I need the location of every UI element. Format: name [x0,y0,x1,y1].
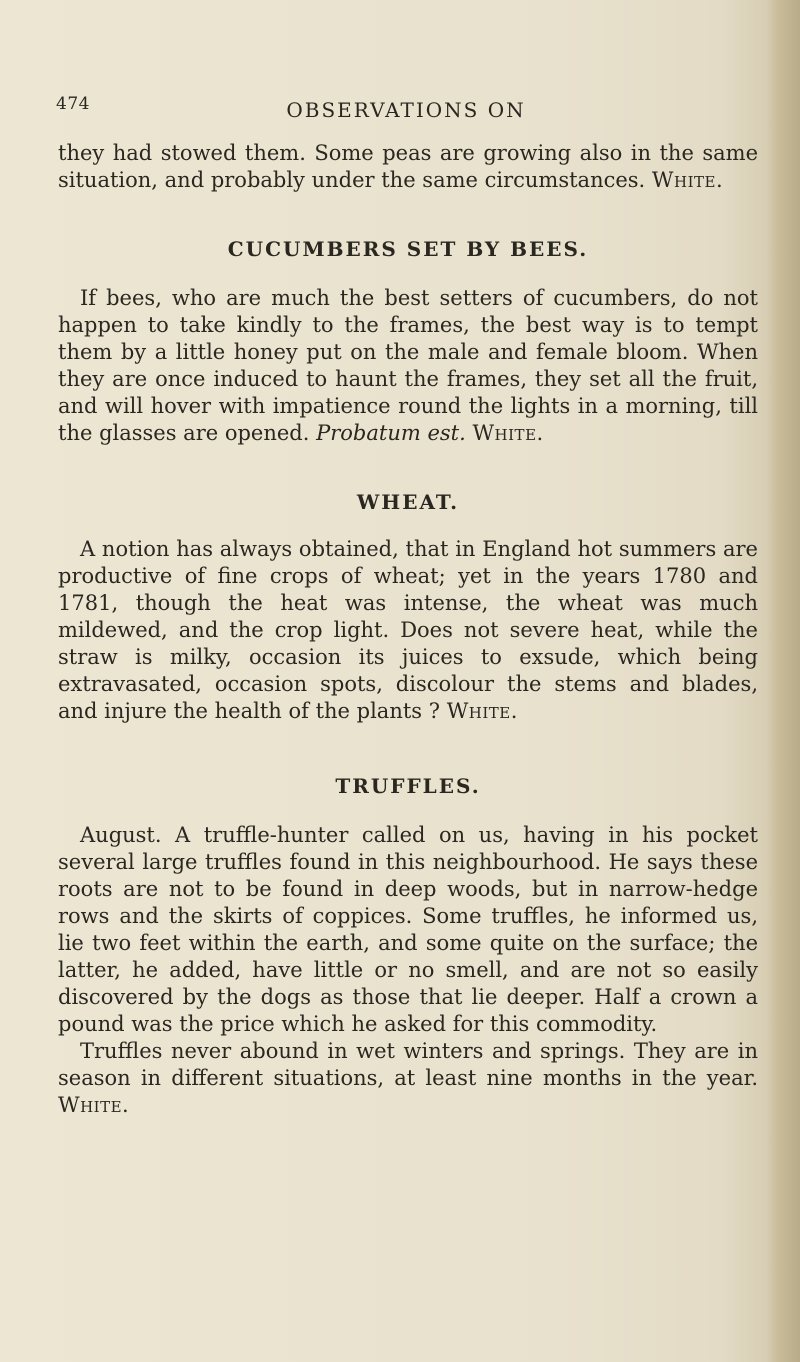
paragraph-text: If bees, who are much the best setters of cucumbers, do not happen to take kindly to the frames, the best way is to tempt them by a little honey put on the male and female bloom. When they are once induced to haunt the frames, they set all the fruit, and will hover with impatience round the lights in a morning, till the glasses are opened. [58,286,758,445]
running-title: OBSERVATIONS ON [286,98,526,122]
author-signature: White. [58,1093,130,1117]
author-signature: White. [472,421,544,445]
page-body [58,140,758,1119]
page-number: 474 [56,94,90,114]
section-heading-cucumbers: CUCUMBERS SET BY BEES. [227,237,589,261]
page-edge-shadow [766,0,800,1362]
author-signature: White. [651,168,724,192]
paragraph-cucumbers [58,285,758,447]
italic-phrase: Probatum est. [316,421,466,445]
paragraph-text: August. A truffle-hunter called on us, having in his pocket several large truffles found in this neighbourhood. He says these roots are not to be found in deep woods, but in narrow-hedge rows and the skirts of coppices. Some truffles, he informed us, lie two feet within the earth, and some quite on the surface; the latter, he added, have little or no smell, and are not so easily discovered by the dogs as those that lie deeper. Half a crown a pound was the price which he asked for this commodity. [58,823,758,1036]
paragraph-text: they had stowed them. Some peas are growing also in the same situation, and probably under the same circumstances. [58,141,758,192]
section-heading-wheat: WHEAT. [356,490,460,514]
paragraph-truffles-2 [58,1038,758,1119]
paragraph-text: Truffles never abound in wet winters and springs. They are in season in different situations, at least nine months in the year. [58,1039,758,1090]
paragraph-wheat [58,536,758,725]
section-heading-truffles: TRUFFLES. [335,774,481,798]
paragraph-text: A notion has always obtained, that in England hot summers are productive of fine crops of wheat; yet in the years 1780 and 1781, though the heat was intense, the wheat was much mildewed, and the crop light. Does not severe heat, while the straw is milky, occasion its juices to exsude, which being extravasated, occasion spots, discolour the stems and blades, and injure the health of the plants ? [58,537,758,723]
page-header [56,94,756,128]
paragraph-truffles-1 [58,822,758,1038]
author-signature: White. [446,699,518,723]
paragraph-continuation [58,140,758,194]
